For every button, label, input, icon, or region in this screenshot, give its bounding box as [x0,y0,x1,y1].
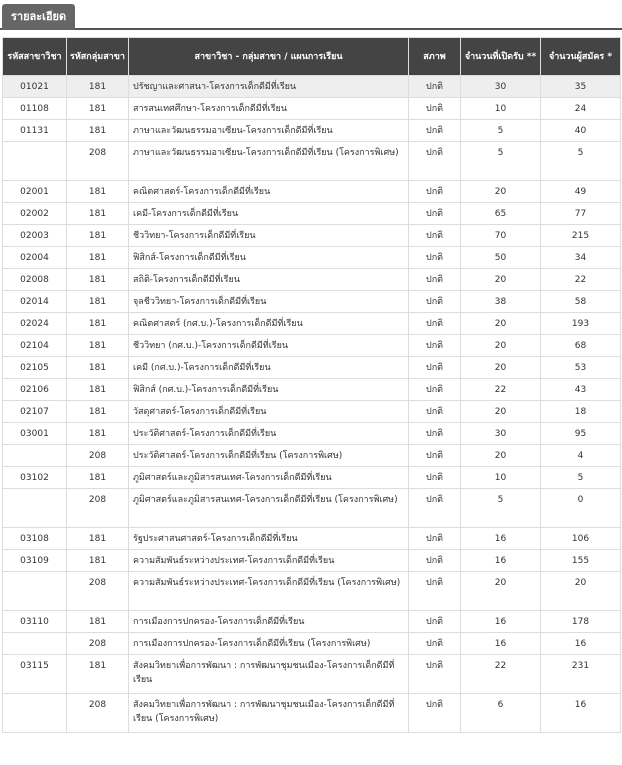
cell-program-code: 03115 [3,655,67,694]
header-group-code[interactable]: รหัสกลุ่มสาขา [67,38,129,76]
cell-group-code: 181 [67,335,129,357]
cell-program-name: ความสัมพันธ์ระหว่างประเทศ-โครงการเด็กดีมีที่เรียน (โครงการพิเศษ) [129,572,409,611]
cell-applicants: 35 [541,76,621,98]
cell-applicants: 77 [541,203,621,225]
cell-group-code: 181 [67,76,129,98]
cell-program-name: ภูมิศาสตร์และภูมิสารสนเทศ-โครงการเด็กดีมีที่เรียน (โครงการพิเศษ) [129,489,409,528]
cell-program-code [3,572,67,611]
cell-status: ปกติ [409,550,461,572]
cell-seats-open: 10 [461,467,541,489]
table-row[interactable] [3,335,621,357]
cell-program-code: 01108 [3,98,67,120]
cell-status: ปกติ [409,76,461,98]
cell-applicants: 40 [541,120,621,142]
cell-group-code: 181 [67,379,129,401]
cell-program-code: 02024 [3,313,67,335]
cell-status: ปกติ [409,313,461,335]
cell-program-code: 01131 [3,120,67,142]
cell-program-code: 02004 [3,247,67,269]
table-row[interactable] [3,98,621,120]
cell-applicants: 58 [541,291,621,313]
cell-seats-open: 16 [461,528,541,550]
cell-group-code: 181 [67,550,129,572]
cell-program-name: ประวัติศาสตร์-โครงการเด็กดีมีที่เรียน (โครงการพิเศษ) [129,445,409,467]
cell-status: ปกติ [409,98,461,120]
cell-program-name: คณิตศาสตร์-โครงการเด็กดีมีที่เรียน [129,181,409,203]
cell-program-code: 02008 [3,269,67,291]
cell-seats-open: 16 [461,550,541,572]
cell-program-name: คณิตศาสตร์ (กศ.บ.)-โครงการเด็กดีมีที่เรียน [129,313,409,335]
cell-program-name: การเมืองการปกครอง-โครงการเด็กดีมีที่เรียน [129,611,409,633]
table-row[interactable] [3,467,621,489]
cell-status: ปกติ [409,225,461,247]
cell-program-name: รัฐประศาสนศาสตร์-โครงการเด็กดีมีที่เรียน [129,528,409,550]
table-row[interactable] [3,445,621,467]
cell-program-name: สถิติ-โครงการเด็กดีมีที่เรียน [129,269,409,291]
cell-group-code: 181 [67,225,129,247]
cell-applicants: 68 [541,335,621,357]
header-seats-open[interactable]: จำนวนที่เปิดรับ ** [461,38,541,76]
cell-program-code: 03110 [3,611,67,633]
cell-applicants: 24 [541,98,621,120]
cell-applicants: 231 [541,655,621,694]
cell-status: ปกติ [409,269,461,291]
cell-group-code: 181 [67,98,129,120]
table-row[interactable] [3,528,621,550]
cell-program-code [3,694,67,733]
cell-applicants: 178 [541,611,621,633]
cell-seats-open: 22 [461,379,541,401]
table-row[interactable] [3,655,621,694]
cell-program-name: ฟิสิกส์ (กศ.บ.)-โครงการเด็กดีมีที่เรียน [129,379,409,401]
cell-applicants: 49 [541,181,621,203]
cell-program-name: ประวัติศาสตร์-โครงการเด็กดีมีที่เรียน [129,423,409,445]
table-row[interactable] [3,291,621,313]
table-row[interactable] [3,203,621,225]
table-row[interactable] [3,694,621,733]
cell-seats-open: 20 [461,401,541,423]
table-row[interactable] [3,489,621,528]
cell-program-code: 03109 [3,550,67,572]
cell-seats-open: 20 [461,335,541,357]
cell-group-code: 181 [67,655,129,694]
cell-program-name: สังคมวิทยาเพื่อการพัฒนา : การพัฒนาชุมชนเมือง-โครงการเด็กดีมีที่เรียน (โครงการพิเศษ) [129,694,409,733]
cell-group-code: 181 [67,120,129,142]
table-row[interactable] [3,120,621,142]
table-row[interactable] [3,76,621,98]
table-row[interactable] [3,379,621,401]
cell-applicants: 0 [541,489,621,528]
cell-program-name: ภาษาและวัฒนธรรมอาเซียน-โครงการเด็กดีมีที่เรียน (โครงการพิเศษ) [129,142,409,181]
cell-seats-open: 20 [461,269,541,291]
cell-seats-open: 16 [461,611,541,633]
cell-seats-open: 30 [461,423,541,445]
cell-program-code [3,445,67,467]
cell-seats-open: 5 [461,489,541,528]
table-row[interactable] [3,423,621,445]
cell-program-name: เคมี-โครงการเด็กดีมีที่เรียน [129,203,409,225]
cell-seats-open: 5 [461,120,541,142]
table-row[interactable] [3,401,621,423]
cell-applicants: 193 [541,313,621,335]
cell-program-code: 02002 [3,203,67,225]
cell-program-code: 02106 [3,379,67,401]
cell-group-code: 181 [67,423,129,445]
cell-applicants: 95 [541,423,621,445]
cell-program-code: 03001 [3,423,67,445]
cell-status: ปกติ [409,142,461,181]
cell-status: ปกติ [409,120,461,142]
cell-applicants: 18 [541,401,621,423]
cell-seats-open: 16 [461,633,541,655]
cell-seats-open: 22 [461,655,541,694]
cell-program-code [3,142,67,181]
cell-group-code: 181 [67,357,129,379]
cell-applicants: 4 [541,445,621,467]
cell-program-code: 02105 [3,357,67,379]
cell-status: ปกติ [409,655,461,694]
cell-seats-open: 70 [461,225,541,247]
cell-program-name: การเมืองการปกครอง-โครงการเด็กดีมีที่เรียน (โครงการพิเศษ) [129,633,409,655]
cell-status: ปกติ [409,203,461,225]
cell-seats-open: 20 [461,313,541,335]
cell-group-code: 181 [67,203,129,225]
cell-program-code: 01021 [3,76,67,98]
cell-program-name: เคมี (กศ.บ.)-โครงการเด็กดีมีที่เรียน [129,357,409,379]
cell-seats-open: 20 [461,572,541,611]
cell-seats-open: 5 [461,142,541,181]
tab-details[interactable]: รายละเอียด [2,4,75,30]
cell-program-name: วัสดุศาสตร์-โครงการเด็กดีมีที่เรียน [129,401,409,423]
cell-program-code: 02014 [3,291,67,313]
cell-seats-open: 20 [461,357,541,379]
cell-program-code: 02003 [3,225,67,247]
cell-status: ปกติ [409,572,461,611]
cell-seats-open: 20 [461,445,541,467]
header-status[interactable]: สภาพ [409,38,461,76]
header-program-name[interactable]: สาขาวิชา - กลุ่มสาขา / แผนการเรียน [129,38,409,76]
cell-status: ปกติ [409,291,461,313]
table-row[interactable] [3,225,621,247]
cell-program-name: ฟิสิกส์-โครงการเด็กดีมีที่เรียน [129,247,409,269]
cell-seats-open: 50 [461,247,541,269]
cell-status: ปกติ [409,489,461,528]
cell-group-code: 208 [67,633,129,655]
cell-group-code: 181 [67,313,129,335]
cell-program-name: ความสัมพันธ์ระหว่างประเทศ-โครงการเด็กดีมีที่เรียน [129,550,409,572]
cell-group-code: 208 [67,142,129,181]
cell-group-code: 181 [67,611,129,633]
cell-program-code [3,489,67,528]
cell-seats-open: 10 [461,98,541,120]
header-applicants[interactable]: จำนวนผู้สมัคร * [541,38,621,76]
cell-status: ปกติ [409,335,461,357]
cell-status: ปกติ [409,528,461,550]
cell-program-name: ปรัชญาและศาสนา-โครงการเด็กดีมีที่เรียน [129,76,409,98]
cell-status: ปกติ [409,694,461,733]
cell-status: ปกติ [409,467,461,489]
cell-seats-open: 30 [461,76,541,98]
cell-program-name: สารสนเทศศึกษา-โครงการเด็กดีมีที่เรียน [129,98,409,120]
cell-status: ปกติ [409,181,461,203]
cell-group-code: 181 [67,181,129,203]
table-row[interactable] [3,313,621,335]
cell-program-name: จุลชีววิทยา-โครงการเด็กดีมีที่เรียน [129,291,409,313]
cell-program-code: 03108 [3,528,67,550]
table-row[interactable] [3,247,621,269]
cell-group-code: 181 [67,247,129,269]
tab-bar [0,0,622,30]
cell-applicants: 22 [541,269,621,291]
cell-program-code [3,633,67,655]
table-row[interactable] [3,633,621,655]
cell-program-name: สังคมวิทยาเพื่อการพัฒนา : การพัฒนาชุมชนเมือง-โครงการเด็กดีมีที่เรียน [129,655,409,694]
cell-group-code: 208 [67,572,129,611]
cell-group-code: 208 [67,694,129,733]
cell-seats-open: 20 [461,181,541,203]
cell-program-code: 02104 [3,335,67,357]
cell-applicants: 155 [541,550,621,572]
table-header-row [3,38,621,76]
cell-group-code: 181 [67,291,129,313]
cell-group-code: 208 [67,445,129,467]
table-row[interactable] [3,142,621,181]
cell-group-code: 181 [67,401,129,423]
cell-program-code: 03102 [3,467,67,489]
cell-program-name: ภูมิศาสตร์และภูมิสารสนเทศ-โครงการเด็กดีมีที่เรียน [129,467,409,489]
cell-program-code: 02001 [3,181,67,203]
cell-seats-open: 38 [461,291,541,313]
program-table [2,37,621,733]
cell-applicants: 16 [541,694,621,733]
cell-applicants: 53 [541,357,621,379]
cell-status: ปกติ [409,633,461,655]
cell-group-code: 181 [67,467,129,489]
cell-status: ปกติ [409,357,461,379]
cell-group-code: 181 [67,528,129,550]
cell-applicants: 16 [541,633,621,655]
cell-status: ปกติ [409,247,461,269]
cell-applicants: 20 [541,572,621,611]
cell-program-name: ชีววิทยา (กศ.บ.)-โครงการเด็กดีมีที่เรียน [129,335,409,357]
table-row[interactable] [3,181,621,203]
table-row[interactable] [3,269,621,291]
cell-seats-open: 65 [461,203,541,225]
table-row[interactable] [3,611,621,633]
cell-applicants: 34 [541,247,621,269]
cell-group-code: 208 [67,489,129,528]
cell-applicants: 215 [541,225,621,247]
cell-program-code: 02107 [3,401,67,423]
cell-seats-open: 6 [461,694,541,733]
cell-status: ปกติ [409,401,461,423]
cell-applicants: 5 [541,142,621,181]
cell-status: ปกติ [409,423,461,445]
table-row[interactable] [3,572,621,611]
cell-applicants: 5 [541,467,621,489]
cell-status: ปกติ [409,445,461,467]
cell-applicants: 43 [541,379,621,401]
cell-applicants: 106 [541,528,621,550]
cell-status: ปกติ [409,611,461,633]
header-program-code[interactable]: รหัสสาขาวิชา [3,38,67,76]
cell-status: ปกติ [409,379,461,401]
table-row[interactable] [3,550,621,572]
cell-program-name: ภาษาและวัฒนธรรมอาเซียน-โครงการเด็กดีมีที่เรียน [129,120,409,142]
cell-group-code: 181 [67,269,129,291]
cell-program-name: ชีววิทยา-โครงการเด็กดีมีที่เรียน [129,225,409,247]
table-row[interactable] [3,357,621,379]
